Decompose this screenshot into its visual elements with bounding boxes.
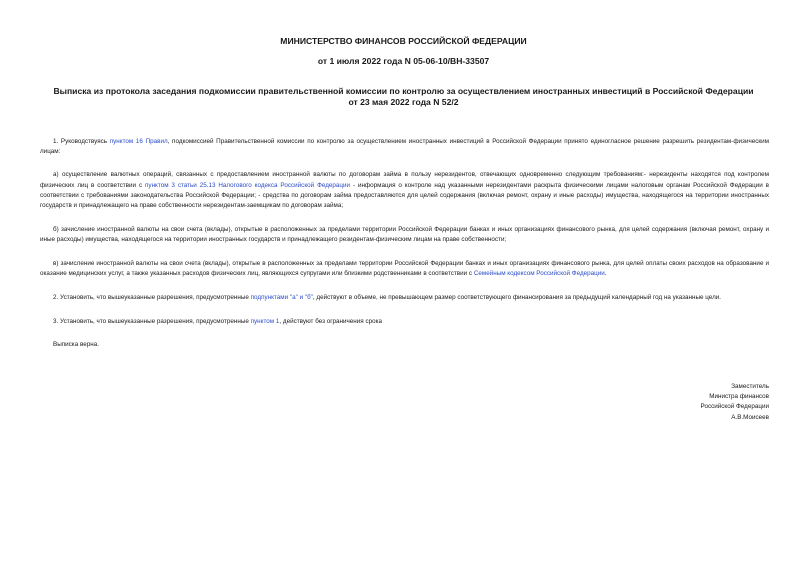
paragraph-text: 2. Установить, что вышеуказанные разрешения, предусмотренные: [53, 294, 251, 302]
paragraph-text: 1. Руководствуясь: [53, 138, 110, 145]
document-body: [40, 137, 769, 365]
paragraph-text: , подкомиссией Правительственной комиссии по контролю за осуществлением иностранных инвестиций в Российской Федерации принято единогласное решение разрешить резидентам-физическим лицам:: [40, 138, 769, 156]
document-title-line1: Выписка из протокола заседания подкомиссии правительственной комиссии по контролю за осуществлением иностранных инвестиций в Российской Федерации: [53, 86, 754, 96]
paragraph-a: [40, 170, 769, 211]
paragraph-text: а) осуществление валютных операций, связанных с предоставлением иностранной валюты по договорам займа в пользу нерезидентов, отвечающих одновременно следующим требованиям:- нерезиденты находятся под контролем физических лиц в соответствии с: [40, 171, 769, 189]
paragraph-text: - информация о контроле над указанными нерезидентами раскрыта физическими лицами налоговым органам Российской Федерации в соответствии с требованиями законодательства Российской Федерации; - средства по договорам займа предоставляются для целей содержания (включая ремонт, охрану и иные расходы) имущества, находящегося на территории иностранных государств и принадлежащего на праве собственности нерезидентам-заемщикам по договорам займа;: [40, 181, 769, 210]
signature-block: [701, 382, 769, 423]
signature-line-3: Российской Федерации: [700, 403, 769, 411]
ministry-heading: МИНИСТЕРСТВО ФИНАНСОВ РОССИЙСКОЙ ФЕДЕРАЦИИ: [280, 36, 527, 46]
paragraph-2: [40, 293, 769, 303]
paragraph-text: Выписка верна.: [53, 341, 99, 349]
link-rules-point-16[interactable]: пунктом 16 Правил: [109, 138, 168, 145]
paragraph-text: .: [604, 269, 607, 277]
paragraph-text: в) зачисление иностранной валюты на свои счета (вклады), открытые в расположенных за пределами территории Российской Федерации банках и иных организациях финансового рынка, для целей оплаты своих расходов на образование и оказание медицинских услуг, а также указанных расходов физических лиц, являющихся супругами или близкими родственниками в соответствии с: [40, 259, 769, 277]
link-point-1[interactable]: пунктом 1: [250, 318, 280, 326]
document-title-line2: от 23 мая 2022 года N 52/2: [348, 97, 459, 107]
paragraph-b: [40, 225, 769, 245]
paragraph-text: 3. Установить, что вышеуказанные разрешения, предусмотренные: [53, 318, 251, 326]
signature-name: А.В.Моисеев: [731, 413, 769, 421]
signature-line-2: Министра финансов: [709, 393, 769, 401]
paragraph-certified: [40, 340, 769, 350]
paragraph-text: , действуют в объеме, не превышающем размер соответствующего финансирования за предыдущий календарный год на указанные цели.: [312, 294, 722, 302]
link-subpoints-a-b[interactable]: подпунктами "а" и "б": [250, 294, 313, 302]
paragraph-v: [40, 259, 769, 279]
paragraph-1: [40, 137, 769, 157]
paragraph-text: б) зачисление иностранной валюты на свои счета (вклады), открытые в расположенных за пределами территории Российской Федерации банках и иных организациях финансового рынка, для целей содержания (включая ремонт, охрану и иные расходы) имущества, находящегося на территории иностранных государств и принадлежащего резидентам-физическим лицам на праве собственности;: [40, 226, 769, 244]
link-tax-code-article[interactable]: пунктом 3 статьи 25.13 Налогового кодекса Российской Федерации: [145, 181, 351, 189]
letter-reference: от 1 июля 2022 года N 05-06-10/ВН-33507: [317, 56, 490, 66]
link-family-code[interactable]: Семейным кодексом Российской Федерации: [473, 269, 605, 277]
signature-line-1: Заместитель: [731, 383, 769, 390]
document-title: [38, 86, 769, 108]
paragraph-text: , действуют без ограничения срока: [279, 318, 383, 326]
paragraph-3: [40, 317, 769, 327]
